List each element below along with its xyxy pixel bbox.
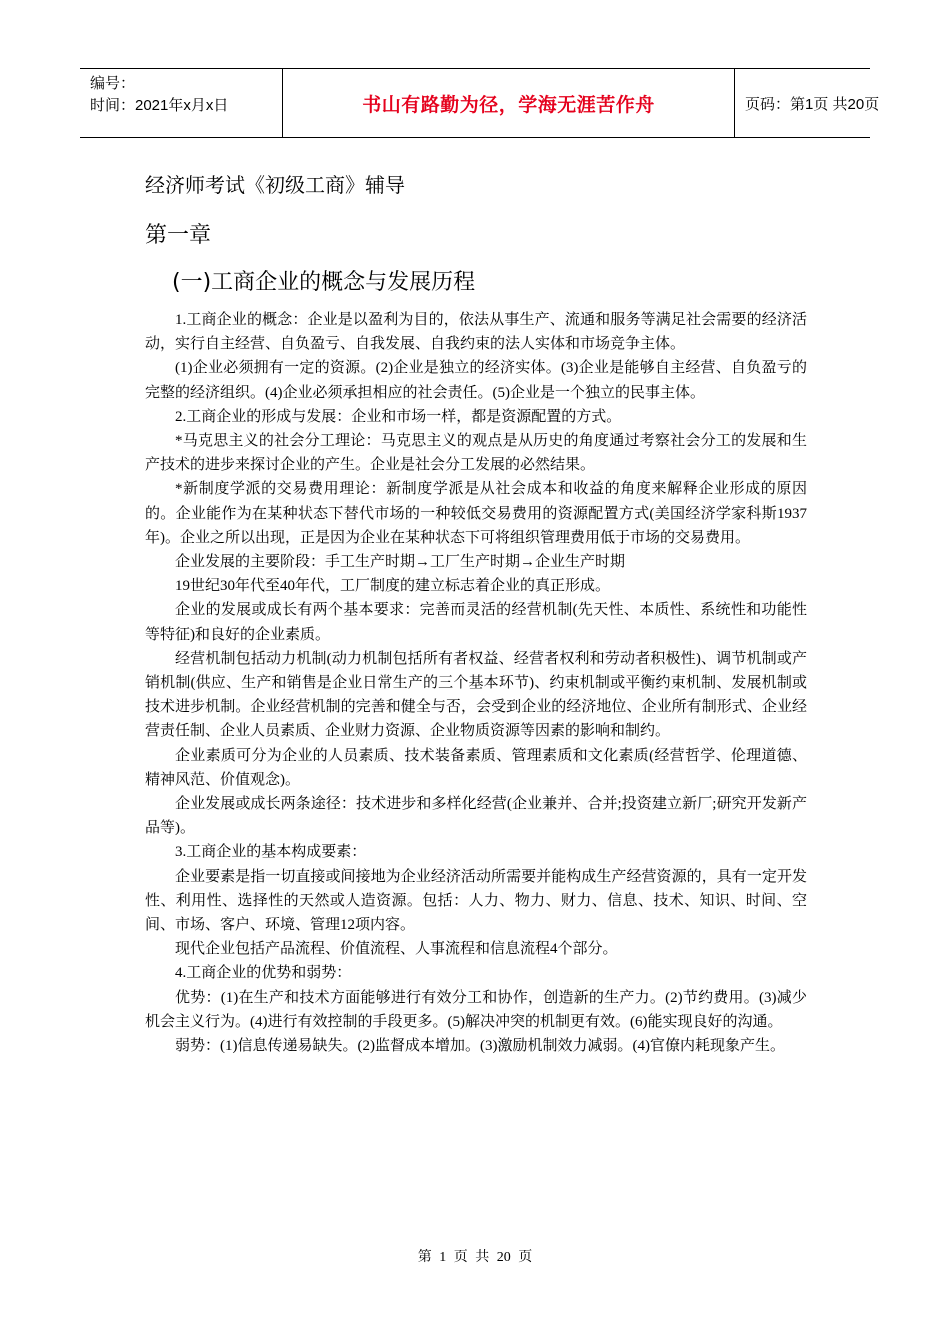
paragraph: 19世纪30年代至40年代，工厂制度的建立标志着企业的真正形成。 — [175, 578, 611, 595]
header-page-info: 页码：第1页 共20页 — [745, 95, 880, 113]
motto-text: 书山有路勤为径，学海无涯苦作舟 — [362, 93, 655, 116]
paragraph: 1.工商企业的概念：企业是以盈利为目的，依法从事生产、流通和服务等满足社会需要的经济活动，实行自主经营、自负盈亏、自我发展、自我约束的法人实体和市场竞争主体。 — [145, 312, 807, 353]
paragraph: 现代企业包括产品流程、价值流程、人事流程和信息流程4个部分。 — [175, 941, 618, 958]
page-footer: 第 1 页 共 20 页 — [417, 1250, 533, 1265]
paragraph: 3.工商企业的基本构成要素： — [175, 844, 367, 861]
section-heading: (一)工商企业的概念与发展历程 — [172, 270, 476, 295]
document-time-label: 时间：2021年x月x日 — [90, 97, 229, 114]
paragraph: 企业素质可分为企业的人员素质、技术装备素质、管理素质和文化素质(经营哲学、伦理道德、精神风范、价值观念)。 — [145, 747, 807, 788]
paragraph: 4.工商企业的优势和弱势： — [175, 965, 352, 982]
paragraph: *新制度学派的交易费用理论：新制度学派是从社会成本和收益的角度来解释企业形成的原因的。企业能作为在某种状态下替代市场的一种较低交易费用的资源配置方式(美国经济学家科斯1937年)。企业之所以出现，正是因为企业在某种状态下可将组织管理费用低于市场的交易费用。 — [145, 481, 807, 546]
paragraph: 企业发展的主要阶段：手工生产时期→工厂生产时期→企业生产时期 — [175, 554, 626, 571]
document-number-label: 编号： — [90, 75, 136, 92]
paragraph: 弱势：(1)信息传递易缺失。(2)监督成本增加。(3)激励机制效力减弱。(4)官僚内耗现象产生。 — [175, 1038, 785, 1055]
body-text — [145, 308, 807, 1058]
header-motto-cell — [282, 69, 735, 137]
paragraph: *马克思主义的社会分工理论：马克思主义的观点是从历史的角度通过考察社会分工的发展和生产技术的进步来探讨企业的产生。企业是社会分工发展的必然结果。 — [145, 433, 807, 474]
paragraph: 经营机制包括动力机制(动力机制包括所有者权益、经营者权利和劳动者积极性)、调节机制或产销机制(供应、生产和销售是企业日常生产的三个基本环节)、约束机制或平衡约束机制、发展机制或技术进步机制。企业经营机制的完善和健全与否，会受到企业的经济地位、企业所有制形式、企业经营责任制、企业人员素质、企业财力资源、企业物质资源等因素的影响和制约。 — [145, 650, 807, 740]
document-title: 经济师考试《初级工商》辅导 — [145, 173, 405, 197]
paragraph: 企业的发展或成长有两个基本要求：完善而灵活的经营机制(先天性、本质性、系统性和功能性等特征)和良好的企业素质。 — [145, 602, 807, 643]
chapter-heading: 第一章 — [145, 223, 212, 248]
paragraph: 企业要素是指一切直接或间接地为企业经济活动所需要并能构成生产经营资源的，具有一定开发性、利用性、选择性的天然或人造资源。包括：人力、物力、财力、信息、技术、知识、时间、空间、市场、客户、环境、管理12项内容。 — [145, 868, 807, 934]
header-table — [80, 68, 880, 138]
header-meta — [80, 69, 282, 137]
paragraph: 2.工商企业的形成与发展：企业和市场一样，都是资源配置的方式。 — [175, 408, 622, 425]
paragraph: 优势：(1)在生产和技术方面能够进行有效分工和协作，创造新的生产力。(2)节约费用。(3)减少机会主义行为。(4)进行有效控制的手段更多。(5)解决冲突的机制更有效。(6)能实现良好的沟通。 — [145, 989, 807, 1030]
paragraph: 企业发展或成长两条途径：技术进步和多样化经营(企业兼并、合并;投资建立新厂;研究开发新产品等)。 — [145, 796, 807, 837]
paragraph: (1)企业必须拥有一定的资源。(2)企业是独立的经济实体。(3)企业是能够自主经营、自负盈亏的完整的经济组织。(4)企业必须承担相应的社会责任。(5)企业是一个独立的民事主体。 — [145, 360, 807, 401]
